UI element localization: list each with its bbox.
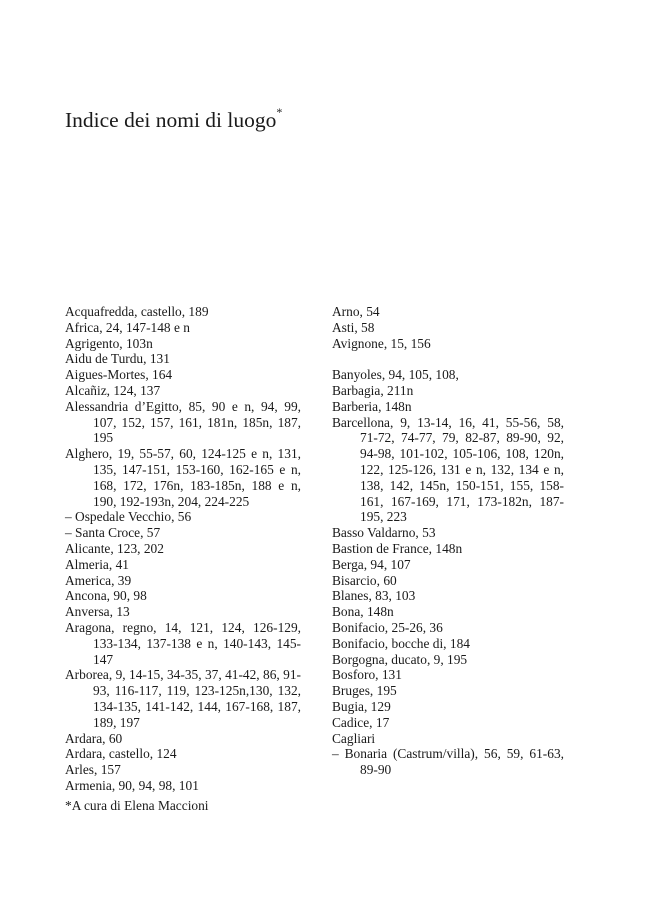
index-entry: Anversa, 13 [65, 604, 130, 620]
index-entry: Banyoles, 94, 105, 108, [332, 367, 459, 383]
index-column-right [332, 304, 564, 778]
index-entry: Aragona, regno, 14, 121, 124, 126-129, 133-134, 137-138 e n, 140-143, 145-147 [65, 619, 301, 667]
index-entry: Ardara, 60 [65, 730, 123, 746]
index-entry: Ardara, castello, 124 [65, 746, 177, 762]
index-entry: Bosforo, 131 [332, 667, 402, 683]
index-entry: Africa, 24, 147-148 e n [65, 319, 190, 335]
title-text: Indice dei nomi di luogo [65, 108, 277, 133]
index-entry: Bona, 148n [332, 604, 394, 620]
index-entry: Asti, 58 [332, 319, 375, 335]
index-entry: Arno, 54 [332, 304, 380, 319]
index-entry: Bastion de France, 148n [332, 540, 463, 556]
index-entry: Borgogna, ducato, 9, 195 [332, 651, 468, 667]
footnote: *A cura di Elena Maccioni [65, 798, 209, 813]
index-entry: Basso Valdarno, 53 [332, 525, 436, 541]
index-entry: Bisarcio, 60 [332, 572, 397, 588]
footnote-marker: * [276, 105, 283, 119]
index-entry: Barcellona, 9, 13-14, 16, 41, 55-56, 58, 71-72, 74-77, 79, 82-87, 89-90, 92, 94-98, 101-102, 105-106, 108, 120n, 122, 125-126, 131 e n, 132, 134 e n, 138, 142, 145n, 150-151, 155, 158-161, 167-169, 171, 173-182n, 187-195, 223 [332, 414, 564, 525]
index-entry: Bruges, 195 [332, 683, 397, 699]
index-entry: Blanes, 83, 103 [332, 588, 416, 604]
letter-group-gap [332, 351, 564, 367]
index-subentry: – Santa Croce, 57 [65, 525, 161, 541]
index-entry: Acquafredda, castello, 189 [65, 304, 209, 319]
index-entry: Bonifacio, 25-26, 36 [332, 619, 443, 635]
index-column-left [65, 304, 301, 794]
index-entry: Alessandria d’Egitto, 85, 90 e n, 94, 99, 107, 152, 157, 161, 181n, 185n, 187, 195 [65, 398, 301, 446]
index-entry: Alghero, 19, 55-57, 60, 124-125 e n, 131, 135, 147-151, 153-160, 162-165 e n, 168, 172, 176n, 183-185n, 188 e n, 190, 192-193n, 204, 224-225 [65, 446, 301, 509]
index-entry: Aidu de Turdu, 131 [65, 351, 170, 367]
index-entry: Barberia, 148n [332, 398, 412, 414]
index-entry: Avignone, 15, 156 [332, 335, 431, 351]
index-entry: Cadice, 17 [332, 714, 390, 730]
index-entry: Aigues-Mortes, 164 [65, 367, 173, 383]
index-subentry: – Bonaria (Castrum/villa), 56, 59, 61-63, 89-90 [332, 746, 564, 778]
index-entry: Cagliari [332, 730, 376, 746]
index-entry: Bonifacio, bocche di, 184 [332, 635, 470, 651]
index-entry: Arborea, 9, 14-15, 34-35, 37, 41-42, 86, 91-93, 116-117, 119, 123-125n,130, 132, 134-135, 141-142, 144, 167-168, 187, 189, 197 [65, 667, 301, 730]
index-entry: America, 39 [65, 572, 132, 588]
index-entry: Alicante, 123, 202 [65, 540, 164, 556]
index-entry: Alcañiz, 124, 137 [65, 382, 161, 398]
index-entry: Arles, 157 [65, 762, 121, 778]
index-entry: Barbagia, 211n [332, 382, 414, 398]
index-entry: Berga, 94, 107 [332, 556, 411, 572]
index-entry: Ancona, 90, 98 [65, 588, 147, 604]
index-entry: Agrigento, 103n [65, 335, 153, 351]
page-title [65, 101, 282, 134]
index-entry: Bugia, 129 [332, 698, 391, 714]
index-entry: Almeria, 41 [65, 556, 129, 572]
index-entry: Armenia, 90, 94, 98, 101 [65, 777, 199, 793]
index-subentry: – Ospedale Vecchio, 56 [65, 509, 192, 525]
